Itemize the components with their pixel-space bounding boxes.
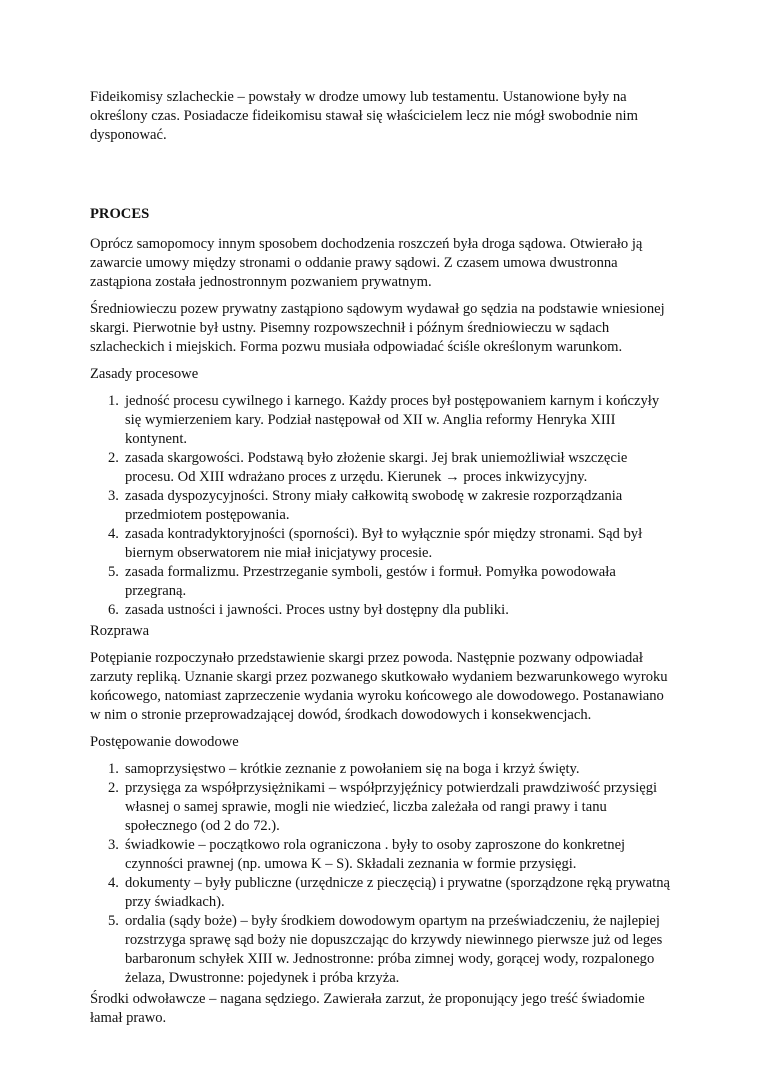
list-item-text: zasada kontradyktoryjności (sporności). Był to wyłącznie spór między stronami. Sąd był biernym obserwatorem nie miał inicjatywy procesie. [125,526,643,561]
list-number: 4. [108,526,119,542]
list-number: 5. [108,564,119,580]
rozprawa-paragraph: Potępianie rozpoczynało przedstawienie skargi przez powoda. Następnie pozwany odpowiadał zarzuty repliką. Uznanie skargi przez pozwanego skutkowało wydaniem bezwarunkowego wyroku końcowego, natomiast zaprzeczenie wydania wyroku końcowego ale dowodowego. Postanawiano w nim o stronie przeprowadzającej dowód, środkach dowodowych i konsekwencjach. [90,650,668,723]
section-heading-proces: PROCES [90,206,150,222]
list-item [90,563,672,601]
list-item-text: zasada formalizmu. Przestrzeganie symboli, gestów i formuł. Pomyłka powodowała przegraną. [125,564,616,599]
list-item-text: dokumenty – były publiczne (urzędnicze z pieczęcią) i prywatne (sporządzone ręką prywatną przy świadkach). [125,875,670,910]
list-number: 1. [108,761,119,777]
list-item-text: ordalia (sądy boże) – były środkiem dowodowym opartym na przeświadczeniu, że najlepiej rozstrzyga sprawę sąd boży nie dopuszczając do krzywdy niewinnego pierwsze już od leges barbaronum schyłek XIII w. Jednostronne: próba zimnej wody, gorącej wody, rozpalonego żelaza, Dwustronne: pojedynek i próba krzyża. [125,913,663,986]
list-number: 5. [108,913,119,929]
subheading-zasady: Zasady procesowe [90,366,199,382]
list-item [90,449,672,487]
list-item [90,912,672,988]
list-number: 2. [108,780,119,796]
list-item [90,392,672,449]
list-number: 4. [108,875,119,891]
subheading-rozprawa: Rozprawa [90,623,150,639]
list-item-text: zasada dyspozycyjności. Strony miały całkowitą swobodę w zakresie rozporządzania przedmiotem postępowania. [125,488,623,523]
list-item [90,760,672,779]
paragraph-2: Średniowieczu pozew prywatny zastąpiono sądowym wydawał go sędzia na podstawie wniesionej skargi. Pierwotnie był ustny. Pisemny rozpowszechnił i późnym średniowieczu w sądach szlacheckich i miejskich. Forma pozwu musiała odpowiadać ściśle określonym warunkom. [90,301,665,355]
list-number: 3. [108,837,119,853]
list-item-text: przysięga za współprzysiężnikami – współprzyjęźnicy potwierdzali prawdziwość przysięgi własnej o samej sprawie, mogli nie wiedzieć, liczba zależała od rangi prawy i tanu społecznego (od 2 do 72.). [125,780,658,834]
list-item [90,874,672,912]
list-number: 6. [108,602,119,618]
list-item [90,601,672,620]
list-number: 1. [108,393,119,409]
list-item-text: samoprzysięstwo – krótkie zeznanie z powołaniem się na boga i krzyż święty. [125,761,580,777]
srodki-paragraph: Środki odwoławcze – nagana sędziego. Zawierała zarzut, że proponujący jego treść świadomie łamał prawo. [90,991,645,1026]
intro-paragraph: Fideikomisy szlacheckie – powstały w drodze umowy lub testamentu. Ustanowione były na określony czas. Posiadacze fideikomisu stawał się właścicielem lecz nie mógł swobodnie nim dysponować. [90,89,638,143]
list-item [90,779,672,836]
list-item [90,836,672,874]
dowodowe-list [90,760,672,988]
list-item-text: zasada ustności i jawności. Proces ustny był dostępny dla publiki. [125,602,509,618]
list-item-text: jedność procesu cywilnego i karnego. Każdy proces był postępowaniem karnym i kończyły się wymierzeniem kary. Podział następował od XII w. Anglia reformy Henryka XIII kontynent. [125,393,660,447]
list-number: 2. [108,450,119,466]
paragraph-1: Oprócz samopomocy innym sposobem dochodzenia roszczeń była droga sądowa. Otwierało ją zawarcie umowy między stronami o oddanie prawy sądowi. Z czasem umowa dwustronna zastąpiona została jednostronnym pozwaniem prywatnym. [90,236,643,290]
list-item [90,525,672,563]
list-number: 3. [108,488,119,504]
subheading-postepowanie-dowodowe: Postępowanie dowodowe [90,734,239,750]
zasady-list [90,392,672,620]
list-item-text: zasada skargowości. Podstawą było złożenie skargi. Jej brak uniemożliwiał wszczęcie procesu. Od XIII wdrażano proces z urzędu. Kierunek → proces inkwizycyjny. [125,450,628,485]
list-item [90,487,672,525]
list-item-text: świadkowie – początkowo rola ograniczona . były to osoby zaproszone do konkretnej czynności prawnej (np. umowa K – S). Składali zeznania w formie przysięgi. [125,837,626,872]
